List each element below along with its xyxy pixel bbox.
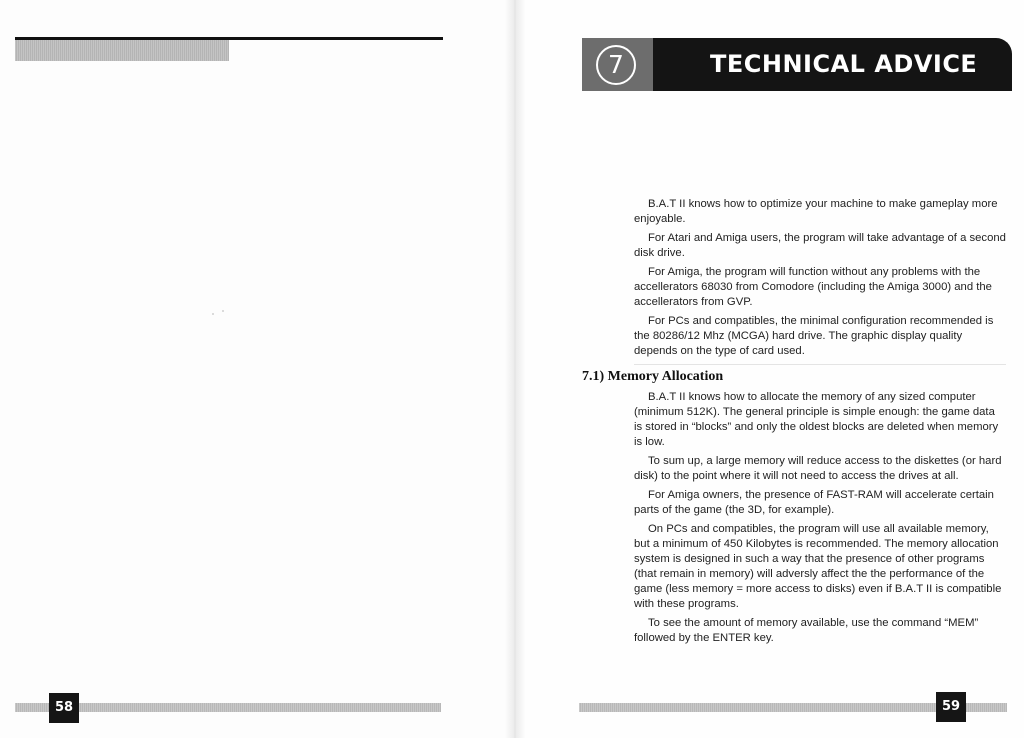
section-divider [634, 364, 1006, 365]
intro-text [634, 197, 1006, 363]
paragraph: To see the amount of memory available, use the command “MEM” followed by the ENTER key. [634, 617, 979, 644]
chapter-number: 7 [596, 45, 636, 85]
paragraph: For Amiga owners, the presence of FAST-RAM will accelerate certain parts of the game (the 3D, for example). [634, 489, 994, 516]
paragraph: On PCs and compatibles, the program will use all available memory, but a minimum of 450 Kilobytes is recommended. The memory allocation system is designed in such a way that the presence of other programs (that remain in memory) will adversly affect the the performance of the game (less memory = more access to disks) even if B.A.T II is compatible with these programs. [634, 523, 1002, 610]
paragraph: B.A.T II knows how to allocate the memory of any sized computer (minimum 512K). The general principle is simple enough: the game data is stored in “blocks” and only the oldest blocks are deleted when memory is low. [634, 391, 999, 448]
paper-speck [212, 313, 214, 315]
header-tab [15, 40, 229, 61]
paragraph: For PCs and compatibles, the minimal configuration recommended is the 80286/12 Mhz (MCGA) hard drive. The graphic display quality depends on the type of card used. [634, 315, 994, 357]
page-number: 59 [936, 692, 966, 722]
chapter-number-box [582, 38, 653, 91]
paragraph: B.A.T II knows how to optimize your machine to make gameplay more enjoyable. [634, 198, 998, 225]
section-text [634, 390, 1006, 650]
chapter-header [582, 38, 1012, 91]
paragraph: For Atari and Amiga users, the program will take advantage of a second disk drive. [634, 232, 1006, 259]
book-gutter [505, 0, 525, 738]
paper-speck [222, 310, 224, 312]
chapter-title: TECHNICAL ADVICE [710, 50, 978, 78]
page-number: 58 [49, 693, 79, 723]
paragraph: For Amiga, the program will function without any problems with the accellerators 68030 from Comodore (including the Amiga 3000) and the accellerators from GVP. [634, 266, 992, 308]
paragraph: To sum up, a large memory will reduce access to the diskettes (or hard disk) to the point where it will not need to access the drives at all. [634, 455, 1002, 482]
section-heading: 7.1) Memory Allocation [582, 369, 724, 384]
